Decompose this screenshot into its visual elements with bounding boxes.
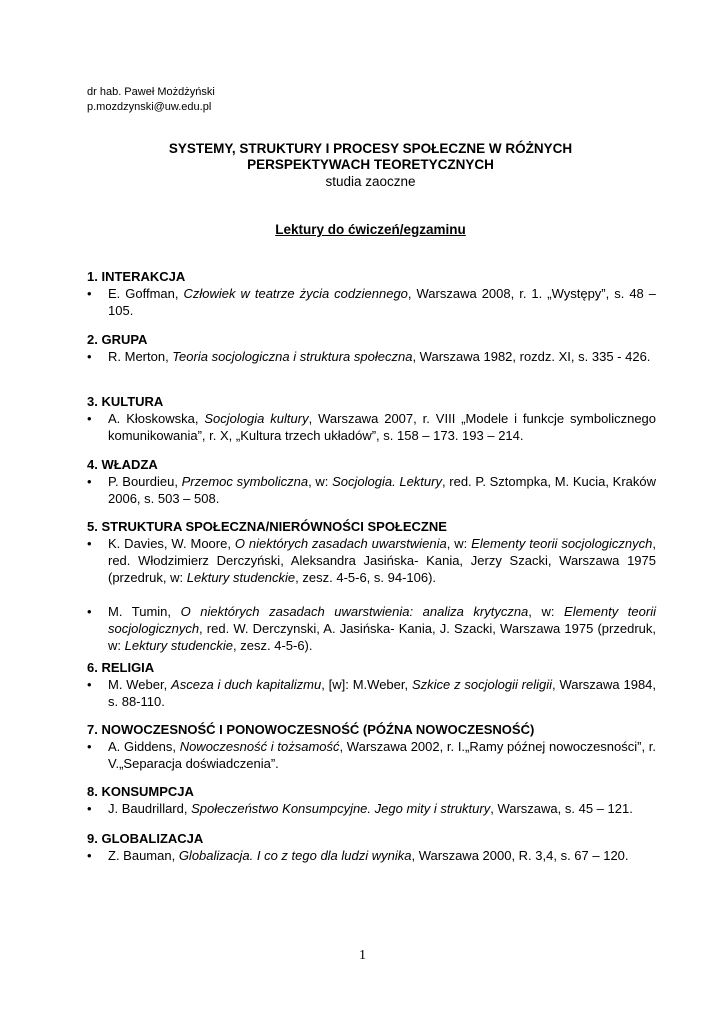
list-item: • Z. Bauman, Globalizacja. I co z tego dla ludzi wynika, Warszawa 2000, R. 3,4, s. 67 – 120.	[87, 848, 629, 863]
section-heading: 9. GLOBALIZACJA	[87, 831, 204, 846]
section-kultura	[87, 393, 656, 444]
section-struktura	[87, 518, 656, 654]
bullet: •	[87, 286, 92, 301]
section-nowoczesnosc	[87, 721, 656, 772]
author-name: dr hab. Paweł Możdżyński	[87, 86, 215, 98]
lectures-heading: Lektury do ćwiczeń/egzaminu	[275, 222, 466, 237]
section-religia	[87, 659, 656, 710]
list-item: • K. Davies, W. Moore, O niektórych zasadach uwarstwienia, w: Elementy teorii socjologicznych, red. Włodzimierz Derczyński, Aleksandra Jasińska- Kania, Jerzy Szacki, Warszawa 1975 (przedruk, w: Lektury studenckie, zesz. 4-5-6, s. 94-106).	[87, 536, 656, 585]
section-heading: 2. GRUPA	[87, 332, 148, 347]
section-heading: 6. RELIGIA	[87, 660, 155, 675]
document-subtitle: studia zaoczne	[325, 174, 416, 189]
list-item: • P. Bourdieu, Przemoc symboliczna, w: Socjologia. Lektury, red. P. Sztompka, M. Kucia, Kraków 2006, s. 503 – 508.	[87, 474, 656, 506]
section-wladza	[87, 456, 656, 507]
list-item: • A. Giddens, Nowoczesność i tożsamość, Warszawa 2002, r. I.„Ramy późnej nowoczesności”, r. V.„Separacja doświadczenia”.	[87, 739, 656, 771]
list-item: • M. Tumin, O niektórych zasadach uwarstwienia: analiza krytyczna, w: Elementy teorii socjologicznych, red. W. Derczynski, A. Jasińska- Kania, J. Szacki, Warszawa 1975 (przedruk, w: Lektury studenckie, zesz. 4-5-6).	[87, 604, 656, 653]
section-heading: 8. KONSUMPCJA	[87, 784, 194, 799]
document-title	[87, 141, 654, 173]
bullet: •	[87, 677, 92, 692]
author-email: p.mozdzynski@uw.edu.pl	[87, 101, 212, 113]
bullet: •	[87, 536, 92, 551]
list-item: • R. Merton, Teoria socjologiczna i struktura społeczna, Warszawa 1982, rozdz. XI, s. 335 - 426.	[87, 349, 651, 364]
section-grupa	[87, 331, 656, 365]
bullet: •	[87, 411, 92, 426]
list-item: • A. Kłoskowska, Socjologia kultury, Warszawa 2007, r. VIII „Modele i funkcje symbolicznego komunikowania”, r. X, „Kultura trzech układów”, s. 158 – 173. 193 – 214.	[87, 411, 657, 443]
section-heading: 4. WŁADZA	[87, 457, 158, 472]
section-heading: 7. NOWOCZESNOŚĆ I PONOWOCZESNOŚĆ (PÓŹNA NOWOCZESNOŚĆ)	[87, 722, 535, 737]
bullet: •	[87, 474, 92, 489]
page-number: 1	[359, 948, 366, 963]
author-block	[87, 85, 215, 115]
list-item: • M. Weber, Asceza i duch kapitalizmu, [w]: M.Weber, Szkice z socjologii religii, Warszawa 1984, s. 88-110.	[87, 677, 657, 709]
list-item: • J. Baudrillard, Społeczeństwo Konsumpcyjne. Jego mity i struktury, Warszawa, s. 45 – 121.	[87, 801, 633, 816]
title-line-2: PERSPEKTYWACH TEORETYCZNYCH	[247, 157, 494, 172]
section-heading: 5. STRUKTURA SPOŁECZNA/NIERÓWNOŚCI SPOŁECZNE	[87, 519, 447, 534]
section-globalizacja	[87, 830, 656, 864]
title-line-1: SYSTEMY, STRUKTURY I PROCESY SPOŁECZNE W RÓŻNYCH	[168, 141, 573, 156]
section-konsumpcja	[87, 783, 656, 817]
list-item: • E. Goffman, Człowiek w teatrze życia codziennego, Warszawa 2008, r. 1. „Występy”, s. 48 – 105.	[87, 286, 656, 318]
bullet: •	[87, 739, 92, 754]
bullet: •	[87, 349, 92, 364]
bullet: •	[87, 801, 92, 816]
bullet: •	[87, 848, 92, 863]
section-interakcja	[87, 268, 656, 319]
bullet: •	[87, 604, 92, 619]
section-heading: 3. KULTURA	[87, 394, 164, 409]
section-heading: 1. INTERAKCJA	[87, 269, 186, 284]
